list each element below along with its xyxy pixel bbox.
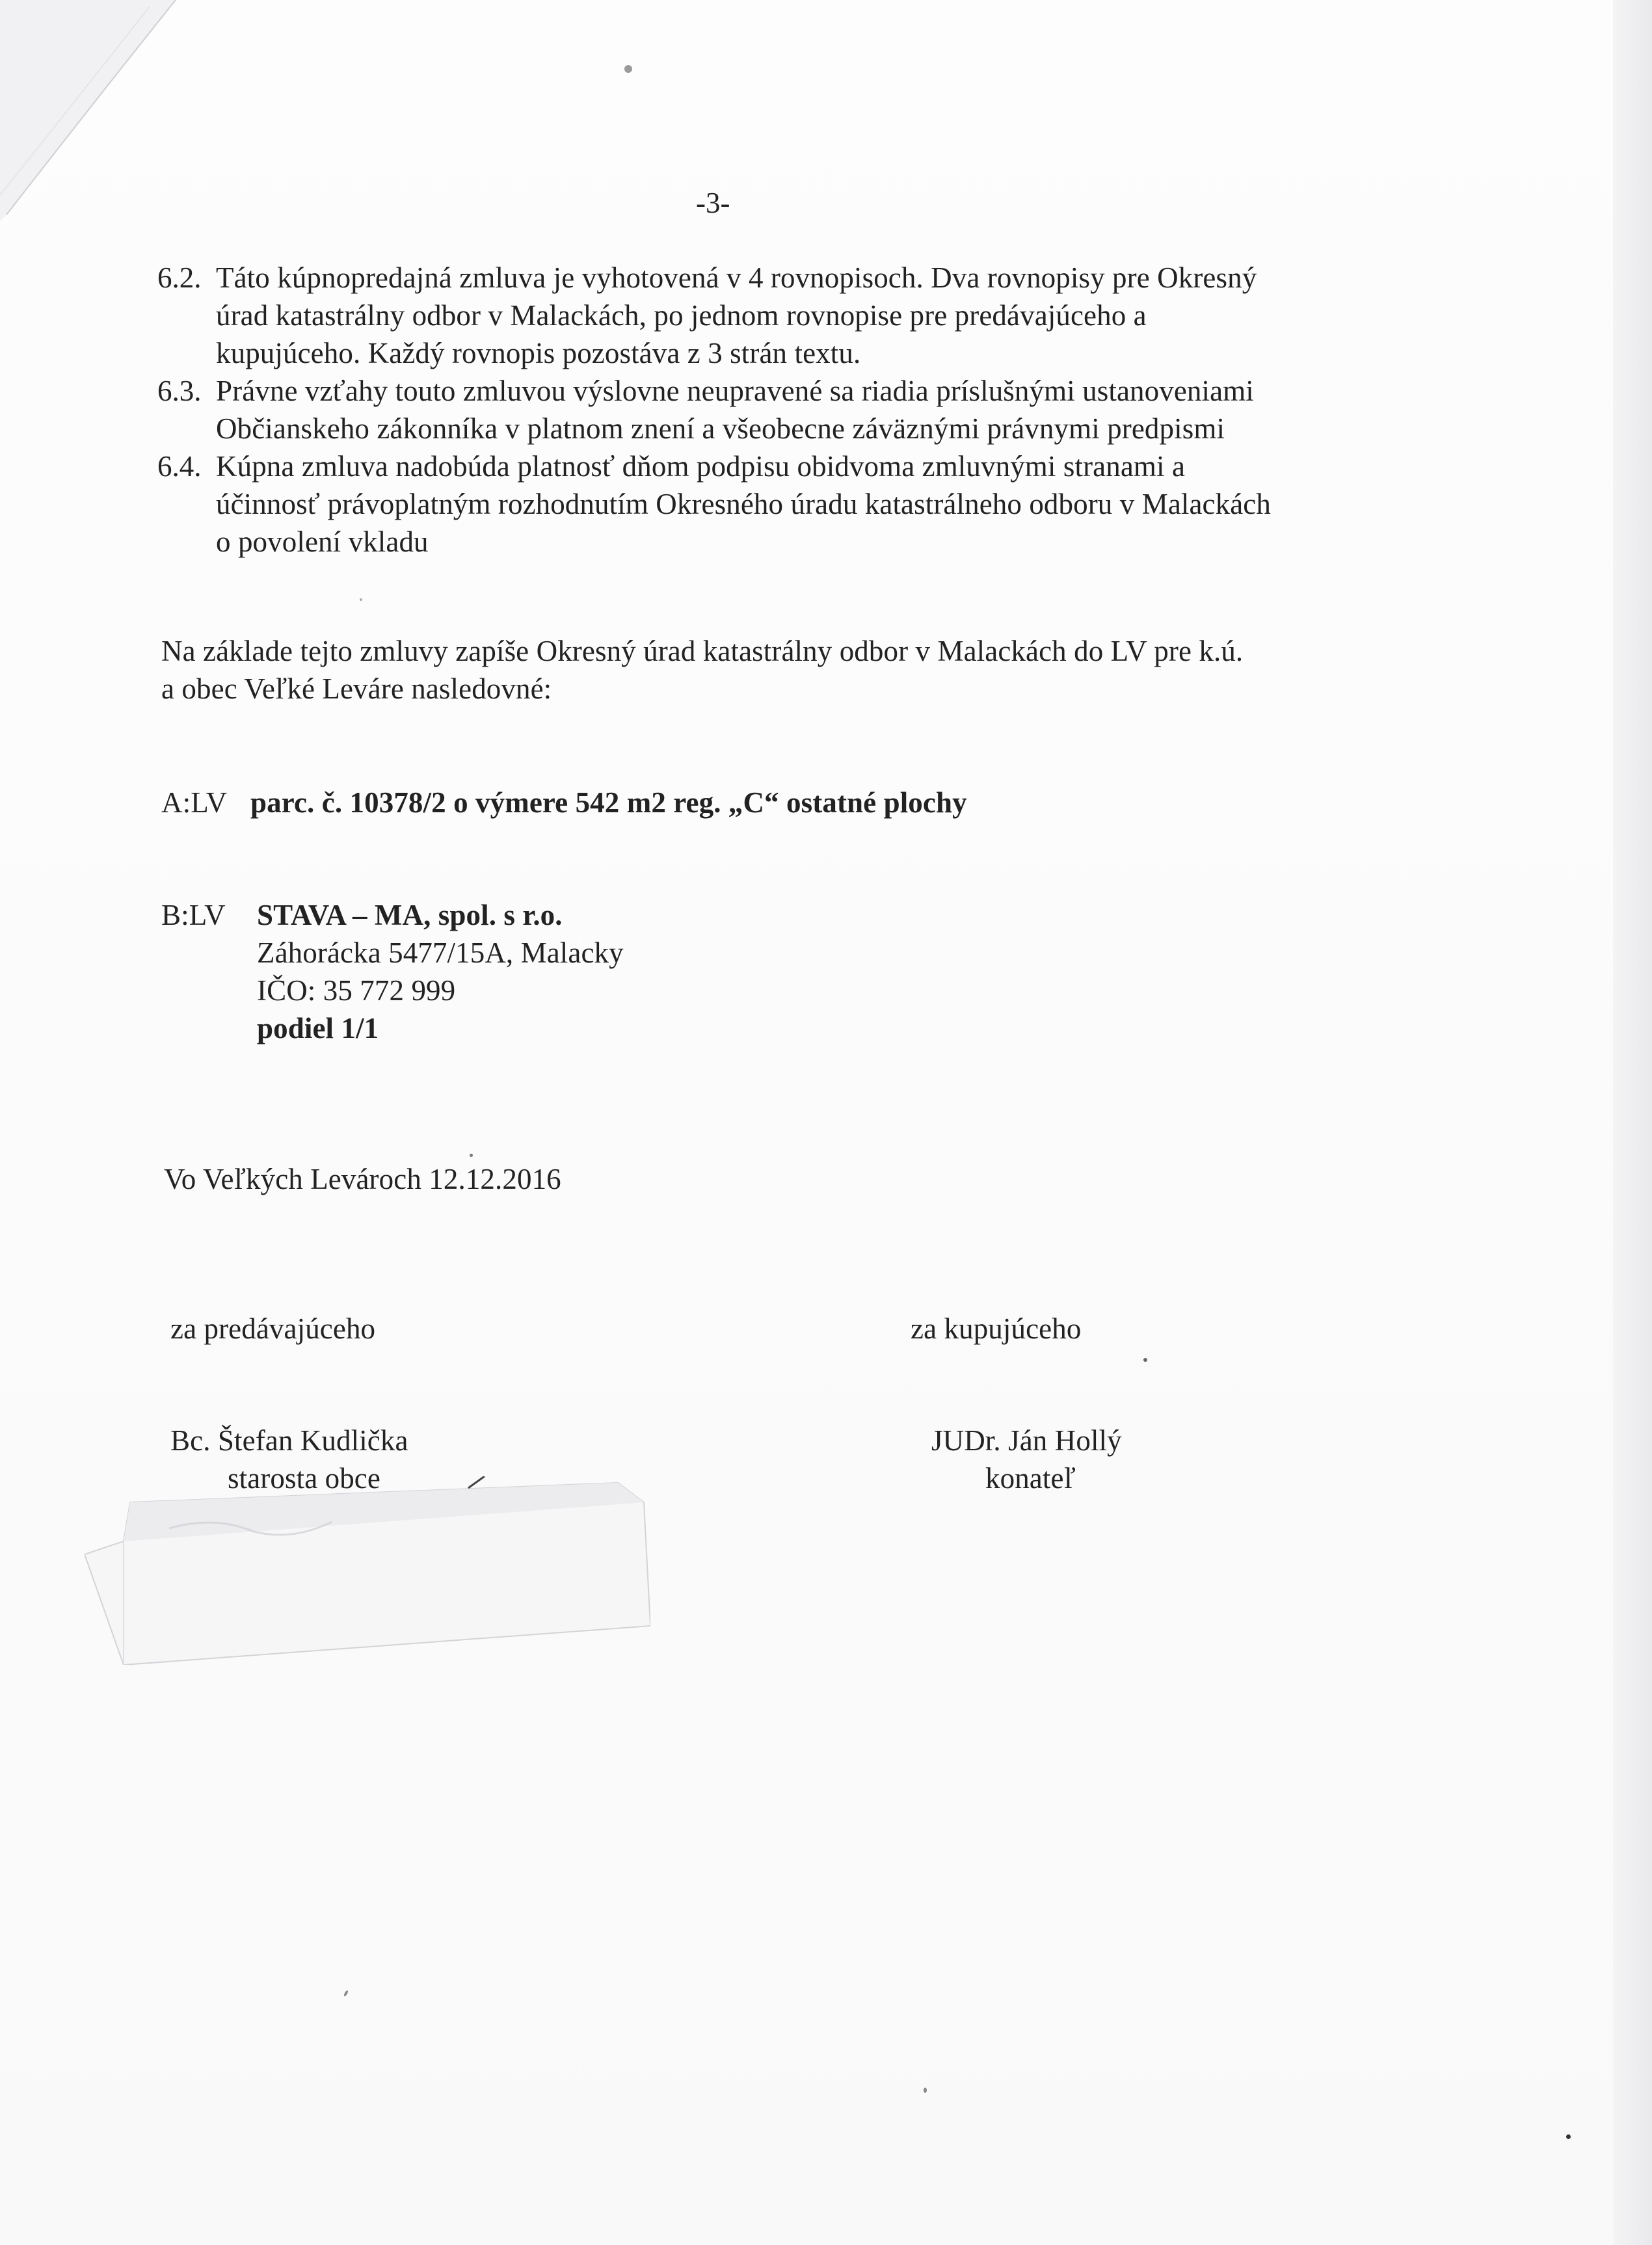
section-b-label: B:LV [161, 899, 226, 931]
registration-intro-line: Na základe tejto zmluvy zapíše Okresný úrad katastrálny odbor v Malackách do LV pre k.ú. [161, 635, 1244, 667]
seller-role: starosta obce [228, 1462, 380, 1494]
clause-number: 6.4. [157, 450, 202, 483]
clause-line: účinnosť právoplatným rozhodnutím Okresného úradu katastrálneho odboru v Malackách [216, 488, 1271, 520]
registration-intro-line: a obec Veľké Leváre nasledovné: [161, 672, 552, 705]
clause-line: Táto kúpnopredajná zmluva je vyhotovená v 4 rovnopisoch. Dva rovnopisy pre Okresný [216, 261, 1257, 294]
scan-speck [470, 1154, 473, 1157]
section-b-share: podiel 1/1 [257, 1012, 379, 1044]
section-a-label: A:LV [161, 786, 228, 819]
clause-line: Občianskeho zákonníka v platnom znení a všeobecne záväznými právnymi predpismi [216, 412, 1225, 445]
clause-line: o povolení vkladu [216, 525, 429, 558]
seller-caption: za predávajúceho [170, 1312, 376, 1345]
page-number: -3- [696, 187, 730, 219]
clause-line: Kúpna zmluva nadobúda platnosť dňom podpisu obidvoma zmluvnými stranami a [216, 450, 1186, 483]
scan-speck [343, 1990, 349, 1997]
scan-speck [1143, 1358, 1147, 1362]
scan-speck [1566, 2134, 1571, 2139]
clause-number: 6.2. [157, 261, 202, 294]
redaction-sticker [85, 1476, 650, 1665]
clause-line: kupujúceho. Každý rovnopis pozostáva z 3 strán textu. [216, 337, 861, 369]
section-a-parcel: parc. č. 10378/2 o výmere 542 m2 reg. „C“ ostatné plochy [250, 786, 967, 819]
seller-name: Bc. Štefan Kudlička [170, 1424, 408, 1457]
section-b-address: Záhorácka 5477/15A, Malacky [257, 937, 624, 969]
scan-speck [360, 598, 362, 601]
buyer-role: konateľ [985, 1462, 1076, 1494]
section-b-company: STAVA – MA, spol. s r.o. [257, 899, 563, 931]
place-date: Vo Veľkých Levároch 12.12.2016 [164, 1163, 561, 1195]
scan-speck [624, 65, 632, 73]
scan-speck [924, 2088, 927, 2093]
folded-corner-mark [0, 0, 195, 234]
clause-line: Právne vzťahy touto zmluvou výslovne neupravené sa riadia príslušnými ustanoveniami [216, 375, 1254, 407]
buyer-name: JUDr. Ján Hollý [931, 1424, 1122, 1457]
clause-line: úrad katastrálny odbor v Malackách, po jednom rovnopise pre predávajúceho a [216, 299, 1147, 332]
section-b-ico: IČO: 35 772 999 [257, 974, 456, 1007]
scan-edge-shadow [1613, 0, 1652, 2245]
buyer-caption: za kupujúceho [911, 1312, 1082, 1345]
clause-number: 6.3. [157, 375, 202, 407]
